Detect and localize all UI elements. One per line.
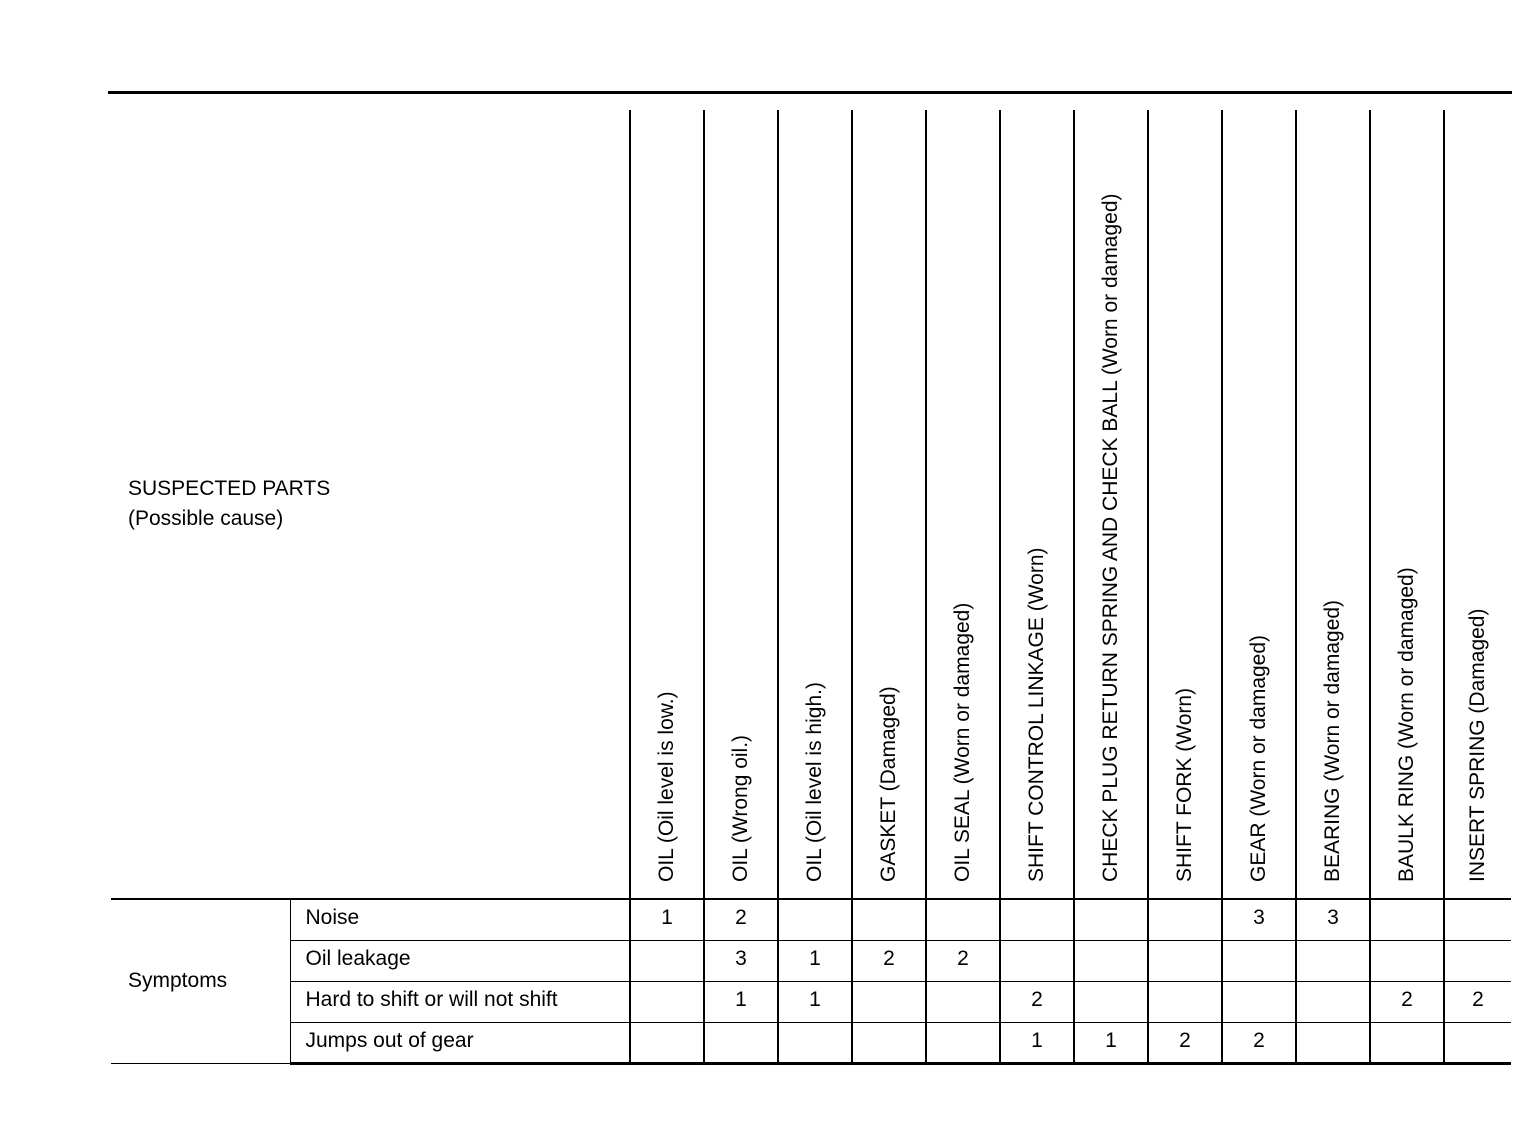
column-header-text: BAULK RING (Worn or damaged)	[1395, 567, 1418, 882]
table-cell: 1	[1000, 1022, 1074, 1063]
table-cell	[1148, 899, 1222, 940]
symptom-label: Oil leakage	[290, 940, 630, 981]
table-row	[111, 940, 1511, 981]
header-row	[111, 110, 1511, 899]
table-cell	[1148, 940, 1222, 981]
column-header-text: SHIFT FORK (Worn)	[1173, 687, 1196, 882]
symptoms-group-label: Symptoms	[111, 899, 290, 1063]
column-header	[1370, 110, 1444, 899]
table-cell	[1296, 940, 1370, 981]
table-cell: 2	[1148, 1022, 1222, 1063]
top-rule	[108, 91, 1512, 94]
table-cell: 1	[704, 981, 778, 1022]
table-cell	[1444, 899, 1511, 940]
table-cell	[1074, 981, 1148, 1022]
column-header	[630, 110, 704, 899]
column-header	[1296, 110, 1370, 899]
suspected-parts-label	[111, 110, 630, 899]
column-header-text: SHIFT CONTROL LINKAGE (Worn)	[1025, 547, 1048, 882]
table-cell	[1370, 940, 1444, 981]
column-header	[926, 110, 1000, 899]
table-cell	[1000, 940, 1074, 981]
table-cell	[1074, 940, 1148, 981]
column-header-text: GASKET (Damaged)	[877, 686, 900, 882]
column-header	[778, 110, 852, 899]
table-cell	[1370, 1022, 1444, 1063]
table-cell: 2	[1444, 981, 1511, 1022]
table-cell	[630, 940, 704, 981]
table-cell	[926, 981, 1000, 1022]
table-cell	[1148, 981, 1222, 1022]
table-cell	[1222, 940, 1296, 981]
table-cell	[926, 1022, 1000, 1063]
table-cell	[852, 1022, 926, 1063]
column-header	[1148, 110, 1222, 899]
table-cell: 3	[1222, 899, 1296, 940]
table-cell	[630, 1022, 704, 1063]
table-cell: 1	[778, 981, 852, 1022]
column-header-text: BEARING (Worn or damaged)	[1321, 599, 1344, 882]
column-header-text: GEAR (Worn or damaged)	[1247, 634, 1270, 882]
table-cell: 1	[630, 899, 704, 940]
table-row	[111, 981, 1511, 1022]
table-cell	[1222, 981, 1296, 1022]
column-header	[852, 110, 926, 899]
corner-label-line1: SUSPECTED PARTS	[128, 477, 331, 500]
table-cell	[1370, 899, 1444, 940]
column-header	[1000, 110, 1074, 899]
table-cell: 2	[1000, 981, 1074, 1022]
column-header-text: OIL (Oil level is low.)	[655, 691, 678, 882]
table-cell	[630, 981, 704, 1022]
column-header-text: OIL (Oil level is high.)	[803, 682, 826, 882]
table-cell	[778, 899, 852, 940]
table-cell	[852, 981, 926, 1022]
table-cell: 3	[704, 940, 778, 981]
table-cell: 1	[778, 940, 852, 981]
column-header-text: INSERT SPRING (Damaged)	[1466, 608, 1489, 882]
table-cell	[1444, 1022, 1511, 1063]
table-cell	[926, 899, 1000, 940]
table-cell: 2	[926, 940, 1000, 981]
table-row	[111, 899, 1511, 940]
table-cell	[1296, 981, 1370, 1022]
table-cell	[704, 1022, 778, 1063]
table-cell	[1296, 1022, 1370, 1063]
column-header	[1222, 110, 1296, 899]
symptom-label: Noise	[290, 899, 630, 940]
symptom-label: Hard to shift or will not shift	[290, 981, 630, 1022]
table-cell: 2	[852, 940, 926, 981]
table-cell	[1074, 899, 1148, 940]
column-header-text: OIL (Wrong oil.)	[729, 734, 752, 882]
column-header-text: CHECK PLUG RETURN SPRING AND CHECK BALL (Worn or damaged)	[1099, 193, 1122, 882]
table-cell: 2	[1370, 981, 1444, 1022]
table-cell: 2	[1222, 1022, 1296, 1063]
table-row	[111, 1022, 1511, 1063]
troubleshooting-table	[111, 110, 1511, 1065]
table-cell: 3	[1296, 899, 1370, 940]
table-cell: 1	[1074, 1022, 1148, 1063]
table-cell	[1000, 899, 1074, 940]
symptom-label: Jumps out of gear	[290, 1022, 630, 1063]
column-header-text: OIL SEAL (Worn or damaged)	[951, 602, 974, 882]
column-header	[1074, 110, 1148, 899]
column-header	[1444, 110, 1511, 899]
table-cell	[778, 1022, 852, 1063]
table-cell: 2	[704, 899, 778, 940]
corner-label-line2: (Possible cause)	[128, 507, 284, 530]
column-header	[704, 110, 778, 899]
table-cell	[852, 899, 926, 940]
table-cell	[1444, 940, 1511, 981]
